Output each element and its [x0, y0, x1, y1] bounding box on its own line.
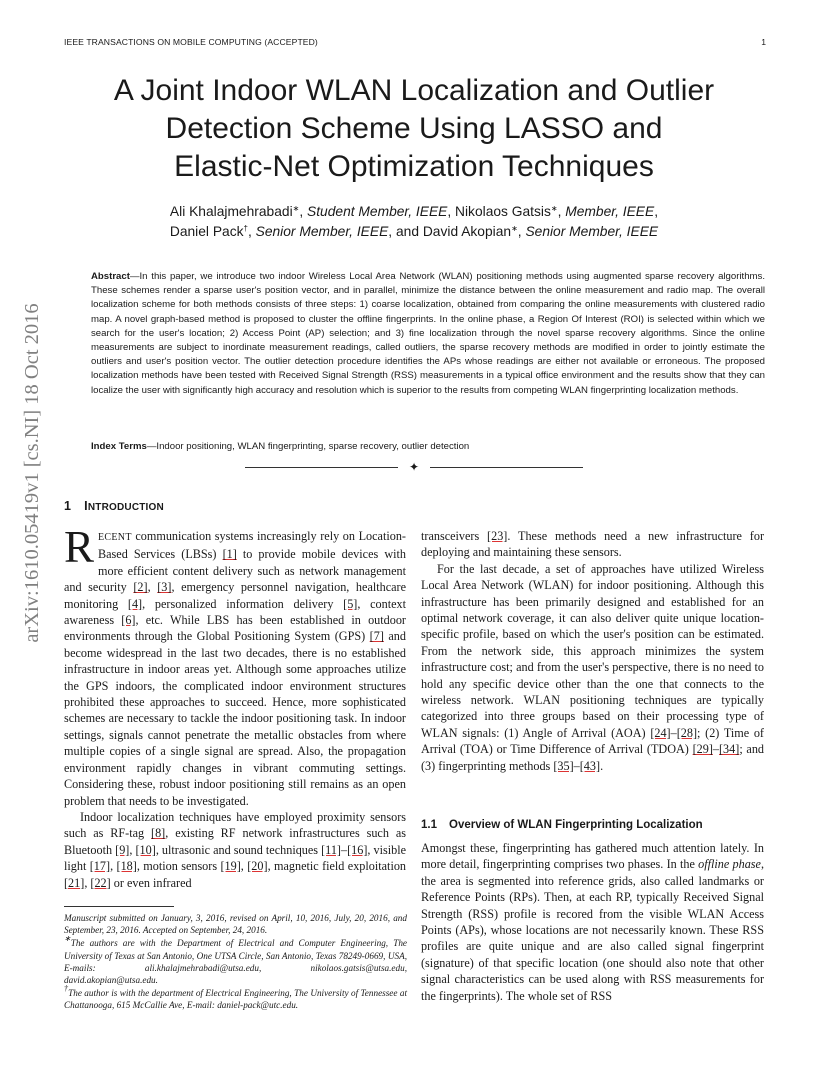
- citation-link[interactable]: [23]: [487, 529, 508, 543]
- text: ,: [84, 875, 91, 890]
- footnote-manuscript: Manuscript submitted on January, 3, 2016, revised on April, 10, 2016, July, 20, 2016, and September, 23, 2016. Accepted on September, 24, 2016.: [64, 913, 407, 936]
- affiliation-mark: †: [243, 224, 248, 233]
- page-number: 1: [761, 37, 766, 47]
- author-list: [60, 202, 768, 242]
- index-terms-text: —Indoor positioning, WLAN fingerprinting, sparse recovery, outlier detection: [146, 441, 470, 452]
- section-number: 1: [64, 499, 72, 513]
- citation-link[interactable]: [34]: [719, 742, 740, 757]
- author-title: Member, IEEE: [565, 204, 655, 219]
- footnotes: [64, 912, 407, 1013]
- arxiv-identifier: arXiv:1610.05419v1 [cs.NI] 18 Oct 2016: [21, 303, 43, 643]
- arxiv-stamp: [4, 298, 60, 648]
- section-title-rest: NTRODUCTION: [87, 502, 164, 513]
- text: ,: [129, 842, 136, 857]
- affiliation-mark: ∗: [292, 204, 300, 213]
- text: , existing RF network infrastructures such as Bluetooth: [64, 826, 406, 857]
- right-column-continued: [421, 840, 764, 1004]
- lead-in-smallcaps: ECENT: [98, 532, 132, 543]
- citation-link[interactable]: [21]: [64, 875, 85, 890]
- footnote-affiliation-1: [64, 934, 407, 986]
- title-line-2: Detection Scheme Using LASSO and: [165, 112, 663, 145]
- title-line-3: Elastic-Net Optimization Techniques: [174, 150, 654, 183]
- text: ; and (3) fingerprinting methods: [421, 742, 765, 773]
- text: , ultrasonic and sound techniques: [155, 842, 322, 857]
- citation-link[interactable]: [7]: [369, 629, 384, 644]
- author-conjunction: and: [395, 224, 419, 239]
- citation-link[interactable]: [6]: [121, 613, 136, 628]
- citation-link[interactable]: [10]: [135, 842, 156, 857]
- text: communication systems increasingly rely on Location-Based Services (LBSs): [98, 529, 406, 562]
- text: to provide mobile devices with more efficient content delivery such as network management and security: [64, 547, 406, 595]
- citation-link[interactable]: [20]: [247, 859, 268, 874]
- text: , personalized information delivery: [142, 596, 344, 611]
- text: , emergency personnel navigation, healthcare monitoring: [64, 580, 406, 611]
- text: ,: [110, 859, 117, 874]
- footnote-rule: [64, 906, 174, 907]
- footnote-text: The authors are with the Department of Electrical and Computer Engineering, The University of Texas at San Antonio, One UTSA Circle, San Antonio, Texas 78249-0669, USA, E-mails: ali.khalajmehrabadi@utsa.edu, nikolaos.gatsis@utsa.edu, david.akopian@utsa.edu.: [64, 938, 407, 986]
- author-title: Senior Member, IEEE: [255, 224, 389, 239]
- title-line-1: A Joint Indoor WLAN Localization and Outlier: [113, 74, 715, 107]
- text: ; (2) Time of Arrival (TOA) or Time Difference of Arrival (TDOA): [421, 725, 764, 757]
- text: , context awareness: [64, 596, 407, 628]
- citation-link[interactable]: [19]: [220, 859, 241, 874]
- left-column: [64, 522, 407, 891]
- citation-link[interactable]: [5]: [343, 596, 358, 611]
- running-head: IEEE TRANSACTIONS ON MOBILE COMPUTING (ACCEPTED): [64, 37, 318, 47]
- citation-link[interactable]: [29]: [692, 742, 713, 757]
- author-line-1: Ali Khalajmehrabadi∗, Student Member, IEEE, Nikolaos Gatsis∗, Member, IEEE,: [169, 204, 659, 219]
- text: , magnetic field exploitation: [267, 859, 407, 874]
- citation-link[interactable]: [8]: [151, 826, 166, 841]
- citation-link[interactable]: [35]: [553, 758, 574, 773]
- author-title: Senior Member, IEEE: [525, 224, 659, 239]
- abstract-text: —In this paper, we introduce two indoor Wireless Local Area Network (WLAN) positioning methods using augmented sparse recovery algorithms. These schemes render a sparse user's position vector, and in parallel, minimize the distance between the online measurement and radio map. The overall localization scheme for both methods consists of three steps: 1) coarse localization, obtained from comparing the online measurements with clustered radio map. A novel graph-based method is proposed to cluster the offline fingerprints. In the online phase, a Region Of Interest (ROI) is selected within which we search for the user's location; 2) Access Point (AP) selection; and 3) fine localization through the novel sparse recovery algorithms. Since the online measurements are subject to inordinate measurement readings, called outliers, the sparse recovery methods are modified in order to jointly estimate the outliers and user's position vector. The outlier detection procedure identifies the APs whose readings are either not available or erroneous. The proposed localization methods have been tested with Received Signal Strength (RSS) measurements in a typical office environment and the results show that they can localize the user with significantly high accuracy and resolution which is superior to the results from competing WLAN fingerprinting localization methods.: [91, 271, 765, 396]
- paragraph: [64, 809, 406, 891]
- separator-diamond-icon: ✦: [408, 460, 420, 474]
- paragraph: [421, 561, 764, 774]
- text: ,: [147, 580, 158, 595]
- section-heading-introduction: [64, 499, 164, 513]
- citation-link[interactable]: [43]: [579, 758, 601, 773]
- citation-link[interactable]: [2]: [133, 580, 148, 595]
- citation-link[interactable]: [9]: [115, 842, 130, 857]
- subsection-number: 1.1: [421, 819, 437, 831]
- text: , etc. While LBS has been established in outdoor environments through the Global Positioning System (GPS): [64, 613, 406, 644]
- text: , visible light: [64, 842, 407, 874]
- citation-link[interactable]: [17]: [89, 859, 111, 874]
- paragraph: [64, 522, 407, 809]
- citation-link[interactable]: [24]: [650, 725, 671, 740]
- footnote-affiliation-2: [64, 984, 408, 1011]
- author-title: Student Member, IEEE: [307, 204, 448, 219]
- citation-link[interactable]: [4]: [127, 596, 143, 611]
- abstract: [91, 270, 765, 398]
- text: Amongst these, fingerprinting has gathered much attention lately. In more detail, fingerprinting comprises two phases. In the: [421, 841, 764, 872]
- text: –: [573, 758, 580, 773]
- author-name: Ali Khalajmehrabadi: [169, 204, 293, 219]
- text: .: [600, 758, 604, 773]
- paragraph: [421, 840, 764, 1004]
- index-terms: [91, 440, 765, 454]
- text: , the area is segmented into reference grids, also called landmarks or Reference Points (RPs). Then, at each RP, typically Received Signal Strength (RSS) profile is recored from the visible WLAN Access Points (APs), whose locations are not necessarily known. These RSS profiles are quite unique and are also called signal fingerprint (signature) of that specific location (one should also note that other signal characteristics can be used along with RSS measurements for the fingerprints). The whole set of RSS: [421, 857, 764, 1003]
- drop-cap: R: [64, 522, 95, 572]
- affiliation-mark: ∗: [511, 224, 518, 233]
- citation-link[interactable]: [28]: [676, 725, 698, 740]
- paragraph: [421, 528, 764, 561]
- citation-link[interactable]: [3]: [157, 580, 172, 595]
- citation-link[interactable]: [11]: [321, 842, 341, 857]
- citation-link[interactable]: [1]: [222, 547, 237, 562]
- text: or even infrared: [110, 875, 192, 890]
- author-line-2: Daniel Pack†, Senior Member, IEEE, and David Akopian∗, Senior Member, IEEE: [169, 224, 659, 239]
- text: ,: [240, 859, 248, 874]
- text: –: [712, 742, 719, 757]
- subsection-title: Overview of WLAN Fingerprinting Localization: [449, 819, 703, 831]
- text: –: [670, 725, 677, 740]
- text: , motion sensors: [136, 859, 221, 874]
- text: For the last decade, a set of approaches have utilized Wireless Local Area Network (WLAN) for indoor positioning. Although this infrastructure has been primarily designed and established for an optimal network coverage, it can also deliver quite unique location-specific profile, based on which the user's position can be estimated. From the network side, this approach minimizes the system infrastructure cost; and from the user's perspective, there is no need to hold any specific device other than the one that connects to the wireless network. WLAN positioning techniques are typically categorized into three groups based on their processing type of WLAN signals: (1) Angle of Arrival (AOA): [421, 561, 764, 740]
- separator-line-right: [430, 467, 583, 468]
- affiliation-mark: ∗: [550, 204, 558, 213]
- abstract-label: Abstract: [91, 271, 130, 282]
- text: Indoor localization techniques have employed proximity sensors such as RF-tag: [64, 809, 406, 841]
- footnote-mark: ∗: [64, 934, 71, 944]
- paper-title: [60, 72, 768, 186]
- separator-line-left: [245, 467, 398, 468]
- citation-link[interactable]: [16]: [347, 842, 368, 857]
- author-name: Daniel Pack: [169, 224, 244, 239]
- citation-link[interactable]: [18]: [116, 859, 137, 874]
- text: . These methods need a new infrastructure for deploying and maintaining these sensors.: [421, 529, 764, 560]
- right-column: [421, 528, 764, 774]
- index-terms-label: Index Terms: [91, 441, 147, 452]
- author-name: Nikolaos Gatsis: [455, 204, 551, 219]
- text: transceivers: [421, 529, 488, 543]
- emphasis: offline phase: [698, 857, 761, 872]
- citation-link[interactable]: [22]: [90, 875, 111, 890]
- text: –: [340, 842, 348, 857]
- subsection-heading: [421, 819, 703, 831]
- section-title-initial: I: [84, 499, 88, 513]
- footnote-text: The author is with the department of Electrical Engineering, The University of Tennessee at Chattanooga, 615 McCallie Ave, E-mail: daniel-pack@utc.edu.: [64, 988, 408, 1011]
- author-name: David Akopian: [422, 224, 512, 239]
- text: and become widespread in the last two decades, there is no established infrastructure in indoor areas yet. Although some approaches utilize the GPS indoors, the complicated indoor environment structures prohibited these approaches to succeed. Hence, more sophisticated schemes are necessary to tackle the indoor positioning task. In indoor settings, signals cannot penetrate the metallic obstacles from where multiple copies of a single signal are spread. Also, the propagation environment rapidly changes in vibrant commuting settings. Considering these, robust indoor positioning still remains as an open problem that needs to be investigated.: [64, 629, 406, 808]
- footnote-mark: †: [64, 984, 69, 994]
